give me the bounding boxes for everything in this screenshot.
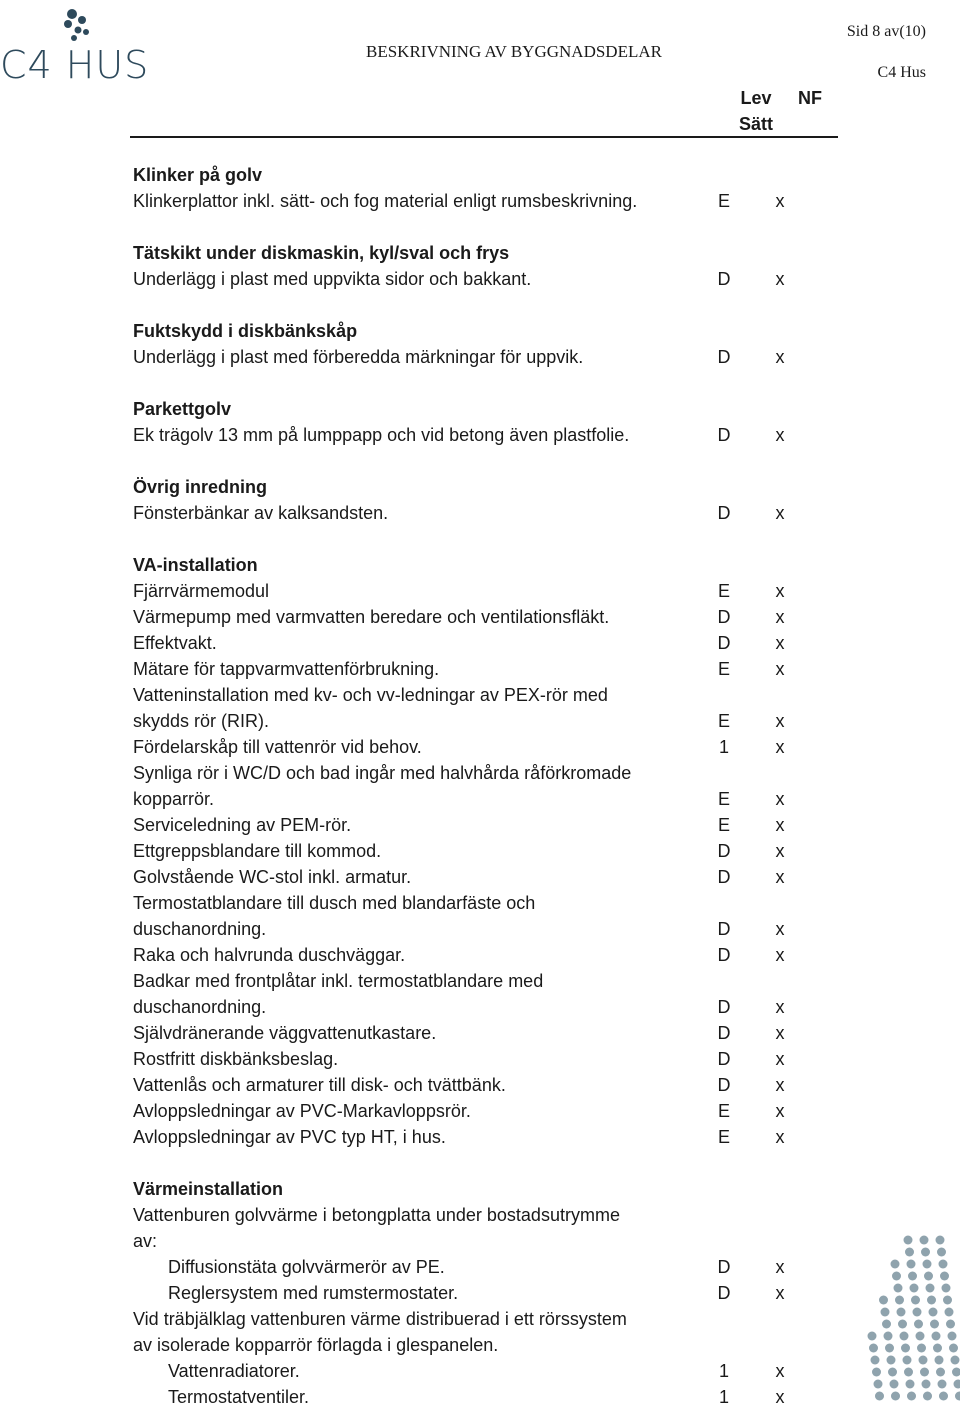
list-item <box>0 1020 960 1046</box>
item-text: Fördelarskåp till vattenrör vid behov. <box>133 737 422 757</box>
item-text: Serviceledning av PEM-rör. <box>133 815 352 835</box>
nf-value: x <box>775 581 785 601</box>
company-name: C4 Hus <box>877 64 926 81</box>
lev-value: D <box>717 1283 731 1303</box>
nf-value: x <box>775 269 785 289</box>
decorative-dot <box>919 1356 928 1365</box>
item-text: Effektvakt. <box>133 633 217 653</box>
list-item <box>0 708 960 734</box>
section-heading <box>0 1176 960 1202</box>
decorative-dot <box>914 1320 923 1329</box>
lev-value: D <box>717 867 731 887</box>
list-item <box>0 422 960 448</box>
decorative-dot <box>910 1284 919 1293</box>
item-text: Termostatventiler. <box>168 1387 310 1407</box>
decorative-dot <box>939 1260 948 1269</box>
item-text: Klinkerplattor inkl. sätt- och fog material enligt rumsbeskrivning. <box>133 191 638 211</box>
section-heading-text: Värmeinstallation <box>133 1179 284 1199</box>
lev-value: D <box>717 1257 731 1277</box>
decorative-dot <box>911 1296 920 1305</box>
decorative-dot <box>938 1380 947 1389</box>
decorative-dot <box>939 1392 948 1401</box>
decorative-dot <box>913 1308 922 1317</box>
list-item <box>0 786 960 812</box>
decorative-dot <box>891 1260 900 1269</box>
list-item <box>0 1072 960 1098</box>
decorative-dot <box>875 1392 884 1401</box>
lev-value: D <box>717 841 731 861</box>
decorative-dot <box>951 1356 960 1365</box>
list-item <box>0 1384 960 1410</box>
list-item <box>0 1254 960 1280</box>
list-item <box>0 1306 960 1332</box>
nf-value: x <box>775 1387 785 1407</box>
section-heading-text: Tätskikt under diskmaskin, kyl/sval och frys <box>133 243 510 263</box>
list-item <box>0 994 960 1020</box>
decorative-dot <box>923 1392 932 1401</box>
decorative-dot <box>954 1380 960 1389</box>
decorative-dot <box>917 1344 926 1353</box>
decorative-dot <box>926 1284 935 1293</box>
column-header-lev-line2: Sätt <box>738 114 773 134</box>
decorative-dot <box>904 1368 913 1377</box>
decorative-dot <box>936 1368 945 1377</box>
list-item <box>0 630 960 656</box>
decorative-dot <box>908 1272 917 1281</box>
section-heading-text: Parkettgolv <box>133 399 232 419</box>
nf-value: x <box>775 503 785 523</box>
decorative-dot <box>922 1380 931 1389</box>
section-heading-text: Klinker på golv <box>133 165 263 185</box>
item-text: Vatteninstallation med kv- och vv-ledningar av PEX-rör med <box>133 685 608 705</box>
nf-value: x <box>775 347 785 367</box>
item-text: Termostatblandare till dusch med blandarfäste och <box>133 893 536 913</box>
decorative-dot <box>888 1368 897 1377</box>
list-item <box>0 1332 960 1358</box>
list-item <box>0 188 960 214</box>
decorative-dot <box>924 1272 933 1281</box>
nf-value: x <box>775 867 785 887</box>
decorative-dot <box>901 1344 910 1353</box>
nf-value: x <box>775 841 785 861</box>
lev-value: D <box>717 945 731 965</box>
nf-value: x <box>775 1101 785 1121</box>
lev-value: 1 <box>718 1361 729 1381</box>
decorative-dot <box>907 1260 916 1269</box>
decorative-dot <box>929 1308 938 1317</box>
item-text: Fjärrvärmemodul <box>133 581 270 601</box>
section-heading <box>0 240 960 266</box>
list-item <box>0 968 960 994</box>
lev-value: D <box>717 997 731 1017</box>
decorative-dot <box>942 1284 951 1293</box>
decorative-dots-icon <box>840 1230 960 1410</box>
section-heading <box>0 474 960 500</box>
item-text: Avloppsledningar av PVC-Markavloppsrör. <box>133 1101 471 1121</box>
item-text: Ek trägolv 13 mm på lumppapp och vid betong även plastfolie. <box>133 425 630 445</box>
decorative-dot <box>923 1260 932 1269</box>
decorative-dot <box>891 1392 900 1401</box>
item-text: kopparrör. <box>133 789 215 809</box>
item-text: Synliga rör i WC/D och bad ingår med halvhårda råförkromade <box>133 763 632 783</box>
item-text: Avloppsledningar av PVC typ HT, i hus. <box>133 1127 446 1147</box>
list-item <box>0 1202 960 1228</box>
item-text: skydds rör (RIR). <box>133 711 270 731</box>
nf-value: x <box>775 659 785 679</box>
decorative-dot <box>872 1368 881 1377</box>
lev-value: E <box>717 815 730 835</box>
lev-value: D <box>717 607 731 627</box>
decorative-dot <box>897 1308 906 1317</box>
item-text: Raka och halvrunda duschväggar. <box>133 945 406 965</box>
item-text: av isolerade kopparrör förlagda i glespanelen. <box>133 1335 499 1355</box>
nf-value: x <box>775 1075 785 1095</box>
nf-value: x <box>775 945 785 965</box>
item-text: Fönsterbänkar av kalksandsten. <box>133 503 389 523</box>
decorative-dot <box>946 1320 955 1329</box>
item-text: Värmepump med varmvatten beredare och ventilationsfläkt. <box>133 607 610 627</box>
decorative-dot <box>903 1356 912 1365</box>
decorative-dot <box>932 1332 941 1341</box>
list-item <box>0 1124 960 1150</box>
list-item <box>0 760 960 786</box>
list-item <box>0 656 960 682</box>
decorative-dot <box>868 1332 877 1341</box>
decorative-dot <box>894 1284 903 1293</box>
logo-text: C4 HUS <box>0 43 150 87</box>
item-text: Vid träbjälklag vattenburen värme distribuerad i ett rörssystem <box>133 1309 627 1329</box>
decorative-dot <box>881 1308 890 1317</box>
list-item <box>0 1358 960 1384</box>
item-text: av: <box>133 1231 158 1251</box>
lev-value: E <box>717 789 730 809</box>
item-text: Självdränerande väggvattenutkastare. <box>133 1023 437 1043</box>
list-item <box>0 838 960 864</box>
nf-value: x <box>775 1049 785 1069</box>
section-heading <box>0 318 960 344</box>
nf-value: x <box>775 711 785 731</box>
section-heading <box>0 552 960 578</box>
decorative-dot <box>874 1380 883 1389</box>
decorative-dot <box>943 1296 952 1305</box>
lev-value: E <box>717 711 730 731</box>
list-item <box>0 500 960 526</box>
list-item <box>0 916 960 942</box>
nf-value: x <box>775 1361 785 1381</box>
lev-value: D <box>717 1023 731 1043</box>
decorative-dot <box>905 1248 914 1257</box>
decorative-dot <box>952 1368 960 1377</box>
item-text: Vattenburen golvvärme i betongplatta under bostadsutrymme <box>133 1205 620 1225</box>
item-text: Vattenradiatorer. <box>168 1361 300 1381</box>
list-item <box>0 1098 960 1124</box>
decorative-dot <box>884 1332 893 1341</box>
list-item <box>0 1046 960 1072</box>
item-text: Golvstående WC-stol inkl. armatur. <box>133 867 412 887</box>
column-header-lev-line1: Lev <box>740 88 772 108</box>
item-text: Badkar med frontplåtar inkl. termostatblandare med <box>133 971 544 991</box>
decorative-dot <box>879 1296 888 1305</box>
nf-value: x <box>775 919 785 939</box>
lev-value: 1 <box>718 1387 729 1407</box>
decorative-dot <box>920 1368 929 1377</box>
decorative-dot <box>885 1344 894 1353</box>
column-header-lev <box>736 85 776 137</box>
nf-value: x <box>775 789 785 809</box>
lev-value: D <box>717 919 731 939</box>
decorative-dot <box>948 1332 957 1341</box>
decorative-dot <box>871 1356 880 1365</box>
header-divider <box>130 136 838 138</box>
lev-value: D <box>717 269 731 289</box>
decorative-dot <box>887 1356 896 1365</box>
nf-value: x <box>775 1257 785 1277</box>
lev-value: E <box>717 191 730 211</box>
nf-value: x <box>775 815 785 835</box>
item-text: Reglersystem med rumstermostater. <box>168 1283 459 1303</box>
lev-value: D <box>717 425 731 445</box>
list-item <box>0 604 960 630</box>
decorative-dot <box>935 1356 944 1365</box>
nf-value: x <box>775 1283 785 1303</box>
nf-value: x <box>775 191 785 211</box>
decorative-dot <box>936 1236 945 1245</box>
nf-value: x <box>775 737 785 757</box>
section-heading-text: VA-installation <box>133 555 258 575</box>
item-text: Vattenlås och armaturer till disk- och tvättbänk. <box>133 1075 506 1095</box>
list-item <box>0 890 960 916</box>
item-text: Underlägg i plast med förberedda märkningar för uppvik. <box>133 347 584 367</box>
section-heading <box>0 396 960 422</box>
nf-value: x <box>775 425 785 445</box>
list-item <box>0 266 960 292</box>
lev-value: E <box>717 581 730 601</box>
nf-value: x <box>775 1127 785 1147</box>
decorative-dot <box>890 1380 899 1389</box>
decorative-dot <box>907 1392 916 1401</box>
decorative-dot <box>945 1308 954 1317</box>
list-item <box>0 682 960 708</box>
decorative-dot <box>949 1344 958 1353</box>
decorative-dot <box>921 1248 930 1257</box>
decorative-dot <box>895 1296 904 1305</box>
item-text: Ettgreppsblandare till kommod. <box>133 841 382 861</box>
decorative-dot <box>869 1344 878 1353</box>
list-item <box>0 1280 960 1306</box>
list-item <box>0 812 960 838</box>
item-text: Mätare för tappvarmvattenförbrukning. <box>133 659 440 679</box>
item-text: Underlägg i plast med uppvikta sidor och bakkant. <box>133 269 532 289</box>
list-item <box>0 578 960 604</box>
nf-value: x <box>775 607 785 627</box>
item-text: duschanordning. <box>133 919 267 939</box>
section-heading-text: Fuktskydd i diskbänkskåp <box>133 321 358 341</box>
lev-value: D <box>717 347 731 367</box>
item-text: Diffusionstäta golvvärmerör av PE. <box>168 1257 445 1277</box>
list-item <box>0 942 960 968</box>
decorative-dot <box>930 1320 939 1329</box>
lev-value: D <box>717 1049 731 1069</box>
column-header-nf: NF <box>798 88 822 108</box>
decorative-dot <box>955 1392 960 1401</box>
lev-value: 1 <box>718 737 729 757</box>
decorative-dot <box>916 1332 925 1341</box>
section-heading-text: Övrig inredning <box>133 477 268 497</box>
item-text: duschanordning. <box>133 997 267 1017</box>
decorative-dot <box>920 1236 929 1245</box>
lev-value: D <box>717 503 731 523</box>
lev-value: E <box>717 1101 730 1121</box>
lev-value: D <box>717 1075 731 1095</box>
decorative-dot <box>927 1296 936 1305</box>
section-heading <box>0 162 960 188</box>
decorative-dot <box>933 1344 942 1353</box>
decorative-dot <box>892 1272 901 1281</box>
lev-value: D <box>717 633 731 653</box>
decorative-dot <box>904 1236 913 1245</box>
item-text: Rostfritt diskbänksbeslag. <box>133 1049 339 1069</box>
list-item <box>0 344 960 370</box>
nf-value: x <box>775 1023 785 1043</box>
list-item <box>0 734 960 760</box>
company-logo <box>0 6 200 87</box>
decorative-dot <box>882 1320 891 1329</box>
list-item <box>0 864 960 890</box>
decorative-dot <box>937 1248 946 1257</box>
page-number: Sid 8 av(10) <box>846 23 926 40</box>
list-item <box>0 1228 960 1254</box>
decorative-dot <box>898 1320 907 1329</box>
lev-value: E <box>717 659 730 679</box>
decorative-dot <box>940 1272 949 1281</box>
nf-value: x <box>775 633 785 653</box>
decorative-dot <box>906 1380 915 1389</box>
lev-value: E <box>717 1127 730 1147</box>
document-title: BESKRIVNING AV BYGGNADSDELAR <box>366 42 662 61</box>
decorative-dot <box>900 1332 909 1341</box>
nf-value: x <box>775 997 785 1017</box>
